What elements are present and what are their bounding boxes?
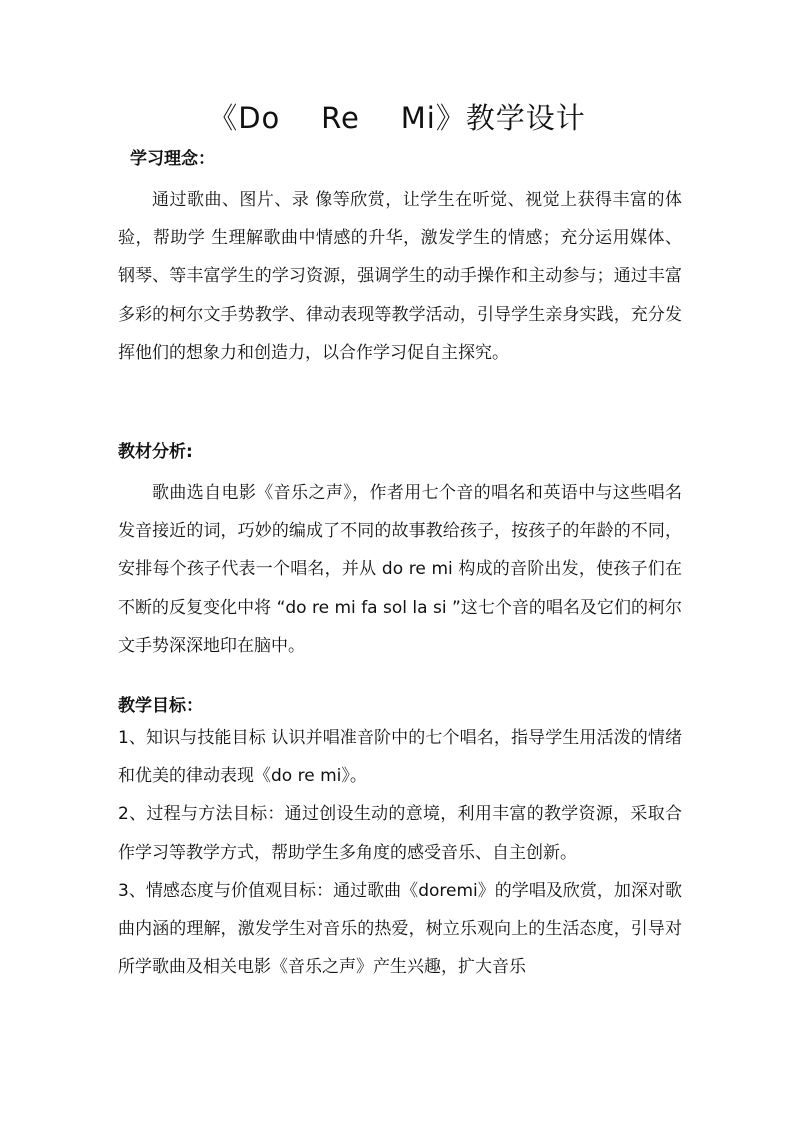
section-paragraph-material-analysis: 歌曲选自电影《音乐之声》，作者用七个音的唱名和英语中与这些唱名发音接近的词，巧妙的编成了不同的故事教给孩子，按孩子的年龄的不同，安排每个孩子代表一个唱名，并从 do re mi 构成的音阶出发，使孩子们在不断的反复变化中将 “do re mi fa sol la si ”这七个音的唱名及它们的柯尔文手势深深地印在脑中。 [118, 483, 682, 656]
section-paragraph-learning-concept: 通过歌曲、图片、录 像等欣赏，让学生在听觉、视觉上获得丰富的体验，帮助学 生理解歌曲中情感的升华，激发学生的情感；充分运用媒体、钢琴、等丰富学生的学习资源，强调学生的动手操作和主动参与；通过丰富多彩的柯尔文手势教学、律动表现等教学活动，引导学生亲身实践，充分发挥他们的想象力和创造力，以合作学习促自主探究。 [118, 190, 682, 363]
section-heading-teaching-goals: 教学目标： [118, 696, 203, 716]
section-heading-material-analysis: 教材分析: [118, 442, 193, 462]
document-title: 《Do Re Mi》教学设计 [208, 101, 586, 135]
section-heading-learning-concept: 学习理念： [130, 149, 215, 169]
goal-item-knowledge-skills: 1、知识与技能目标 认识并唱准音阶中的七个唱名，指导学生用活泼的情绪和优美的律动表现《do re mi》。 [118, 728, 682, 787]
goal-item-process-methods: 2、过程与方法目标：通过创设生动的意境，利用丰富的教学资源，采取合作学习等教学方式，帮助学生多角度的感受音乐、自主创新。 [118, 804, 682, 863]
goal-item-emotion-values: 3、情感态度与价值观目标：通过歌曲《doremi》的学唱及欣赏，加深对歌曲内涵的理解，激发学生对音乐的热爱，树立乐观向上的生活态度，引导对所学歌曲及相关电影《音乐之声》产生兴趣，扩大音乐 [118, 880, 682, 978]
teaching-goals-list [118, 719, 682, 986]
